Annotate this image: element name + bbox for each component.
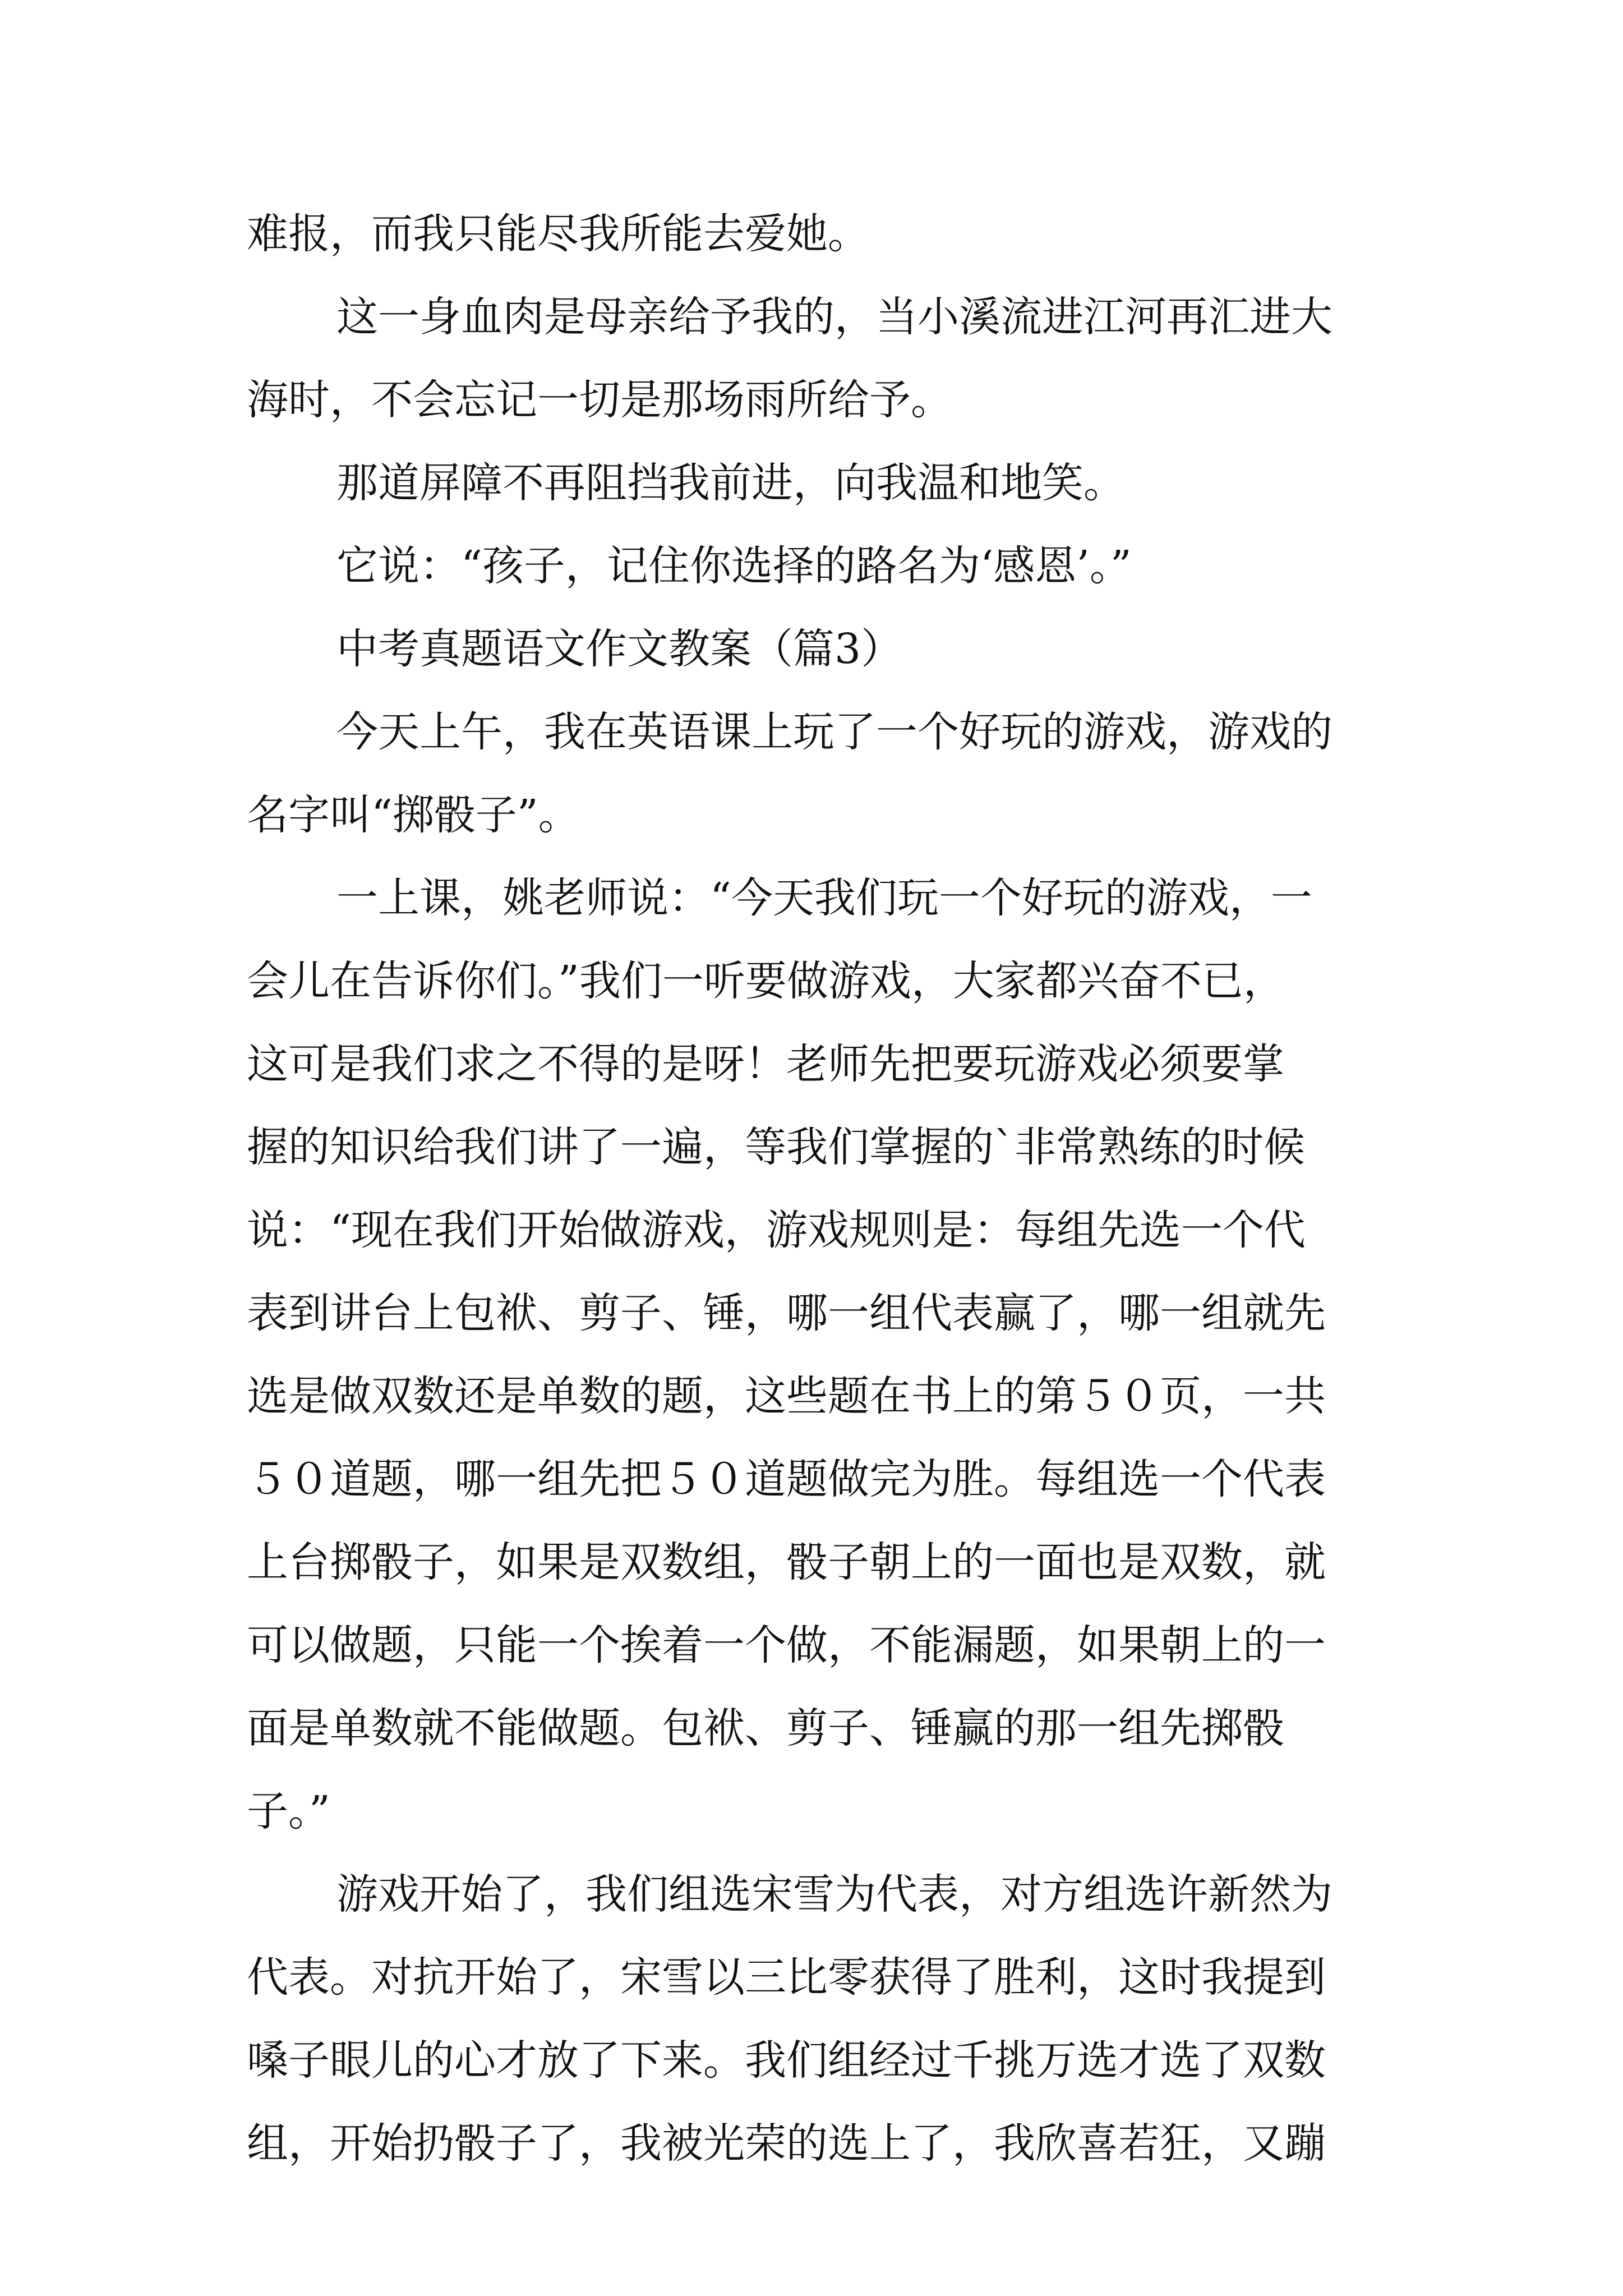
text-line-11: 这可是我们求之不得的是呀！老师先把要玩游戏必须要掌 xyxy=(247,1040,1284,1088)
text-line-22: 代表。对抗开始了，宋雪以三比零获得了胜利，这时我提到 xyxy=(247,1953,1326,2001)
text-line-18: 可以做题，只能一个挨着一个做，不能漏题，如果朝上的一 xyxy=(247,1621,1326,1669)
text-line-17: 上台掷骰子，如果是双数组，骰子朝上的一面也是双数，就 xyxy=(247,1538,1326,1586)
section-heading: 中考真题语文作文教案（篇3） xyxy=(336,625,903,673)
text-line-13: 说：“现在我们开始做游戏，游戏规则是：每组先选一个代 xyxy=(247,1206,1306,1254)
paragraph-line-21: 游戏开始了，我们组选宋雪为代表，对方组选许新然为 xyxy=(336,1870,1332,1918)
paragraph-line-5: 它说：“孩子，记住你选择的路名为‘感恩’。” xyxy=(336,542,1132,590)
text-line-1: 难报，而我只能尽我所能去爱她。 xyxy=(247,210,869,258)
text-line-12: 握的知识给我们讲了一遍，等我们掌握的`非常熟练的时候 xyxy=(247,1123,1305,1171)
text-line-16: ５０道题，哪一组先把５０道题做完为胜。每组选一个代表 xyxy=(247,1455,1326,1503)
paragraph-line-7: 今天上午，我在英语课上玩了一个好玩的游戏，游戏的 xyxy=(336,708,1332,756)
paragraph-line-4: 那道屏障不再阻挡我前进，向我温和地笑。 xyxy=(336,459,1125,507)
text-line-14: 表到讲台上包袱、剪子、锤，哪一组代表赢了，哪一组就先 xyxy=(247,1289,1326,1337)
paragraph-line-2: 这一身血肉是母亲给予我的，当小溪流进江河再汇进大 xyxy=(336,293,1332,341)
text-line-19: 面是单数就不能做题。包袱、剪子、锤赢的那一组先掷骰 xyxy=(247,1704,1284,1752)
text-line-23: 嗓子眼儿的心才放了下来。我们组经过千挑万选才选了双数 xyxy=(247,2036,1326,2085)
text-line-10: 会儿在告诉你们。”我们一听要做游戏，大家都兴奋不已， xyxy=(247,957,1285,1005)
text-line-15: 选是做双数还是单数的题，这些题在书上的第５０页，一共 xyxy=(247,1372,1326,1420)
paragraph-line-9: 一上课，姚老师说：“今天我们玩一个好玩的游戏，一 xyxy=(336,874,1312,922)
text-line-3: 海时，不会忘记一切是那场雨所给予。 xyxy=(247,376,952,424)
text-line-24: 组，开始扔骰子了，我被光荣的选上了，我欣喜若狂，又蹦 xyxy=(247,2119,1326,2168)
text-line-20: 子。” xyxy=(247,1787,330,1835)
text-line-8: 名字叫“掷骰子”。 xyxy=(247,791,580,839)
